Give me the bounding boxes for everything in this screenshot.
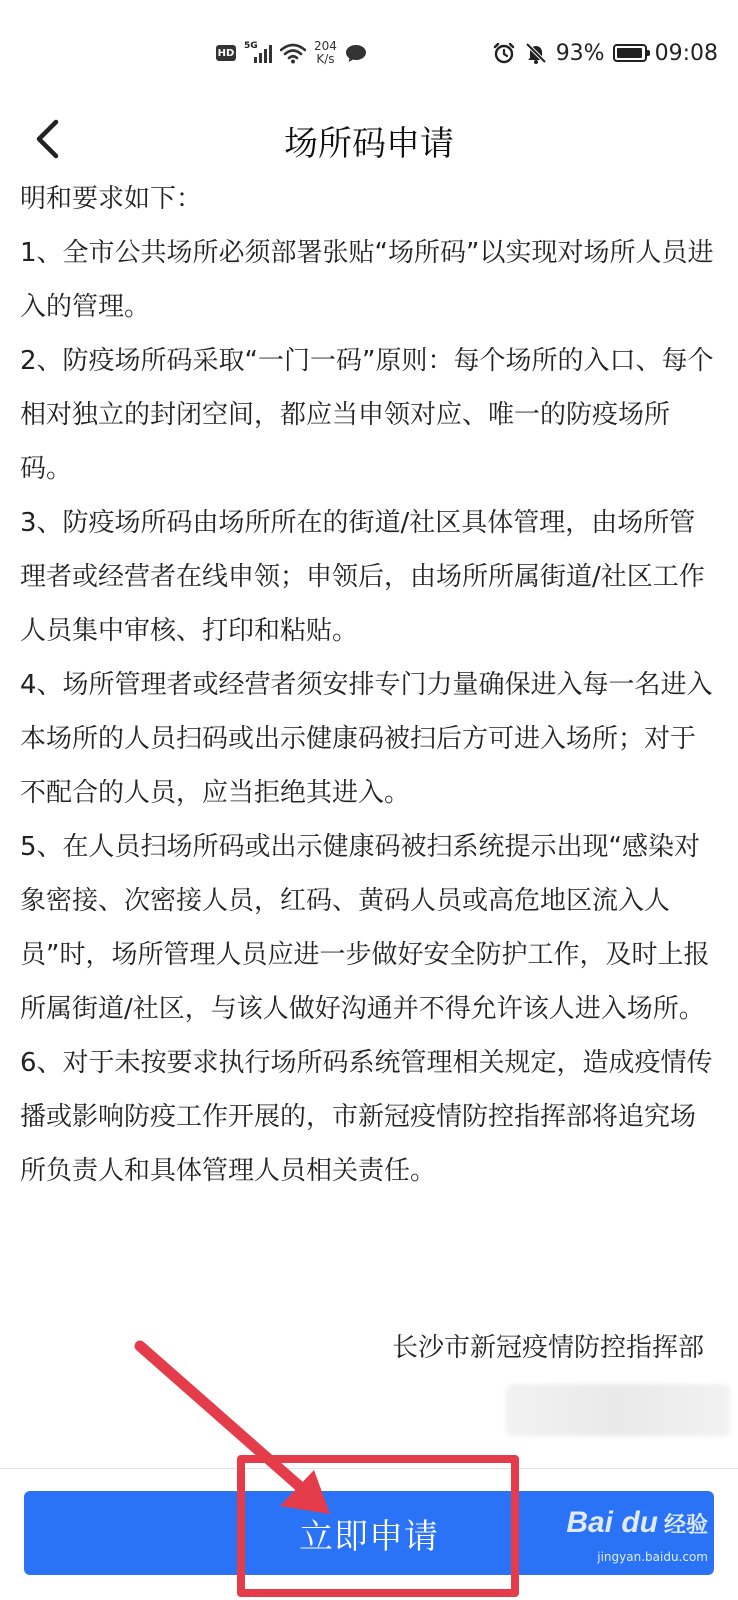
speed-value: 204	[314, 39, 337, 53]
message-bubble-icon	[345, 43, 367, 63]
clock: 09:08	[654, 40, 718, 66]
baidu-watermark	[566, 1506, 708, 1564]
blurred-region	[506, 1384, 730, 1436]
alarm-icon	[492, 41, 516, 65]
battery-percent: 93%	[555, 40, 605, 66]
paragraph-rule-4: 4、场所管理者或经营者须安排专门力量确保进入每一名进入本场所的人员扫码或出示健康码被扫后方可进入场所；对于不配合的人员，应当拒绝其进入。	[20, 670, 713, 808]
mute-bell-icon	[524, 41, 548, 65]
annotation-highlight-box	[237, 1455, 519, 1597]
wifi-icon	[280, 42, 306, 64]
cellular-signal-icon	[244, 43, 272, 63]
paragraph-rule-5: 5、在人员扫场所码或出示健康码被扫系统提示出现“感染对象密接、次密接人员，红码、黄码人员或高危地区流入人员”时，场所管理人员应进一步做好安全防护工作，及时上报所属街道/社区，与该人做好沟通并不得允许该人进入场所。	[20, 832, 710, 1024]
network-type: 5G	[244, 41, 258, 51]
paragraph-rule-1: 1、全市公共场所必须部署张贴“场所码”以实现对场所人员进入的管理。	[20, 238, 714, 322]
paragraph-intro: 明和要求如下：	[20, 184, 203, 214]
page-title: 场所码申请	[284, 124, 454, 164]
paragraph-rule-2: 2、防疫场所码采取“一门一码”原则：每个场所的入口、每个相对独立的封闭空间，都应当申领对应、唯一的防疫场所码。	[20, 346, 714, 484]
paragraph-rule-6: 6、对于未按要求执行场所码系统管理相关规定，造成疫情传播或影响防疫工作开展的，市新冠疫情防控指挥部将追究场所负责人和具体管理人员相关责任。	[20, 1048, 713, 1186]
battery-icon	[613, 44, 647, 62]
apply-now-button[interactable]: 立即申请	[24, 1491, 714, 1575]
speed-unit: K/s	[316, 52, 335, 66]
nav-header	[0, 100, 738, 180]
paragraph-rule-3: 3、防疫场所码由场所所在的街道/社区具体管理，由场所管理者或经营者在线申领；申领后，由场所所属街道/社区工作人员集中审核、打印和粘贴。	[20, 508, 705, 646]
watermark-url: jingyan.baidu.com	[597, 1550, 708, 1564]
hd-icon: HD	[216, 45, 236, 61]
status-right	[492, 36, 718, 70]
watermark-sub: 经验	[663, 1512, 708, 1538]
watermark-brand: Bai du	[566, 1506, 658, 1539]
status-bar	[0, 0, 738, 100]
status-left	[216, 36, 367, 70]
network-speed	[314, 40, 337, 66]
notice-content	[20, 172, 720, 1198]
signature: 长沙市新冠疫情防控指挥部	[391, 1333, 704, 1363]
